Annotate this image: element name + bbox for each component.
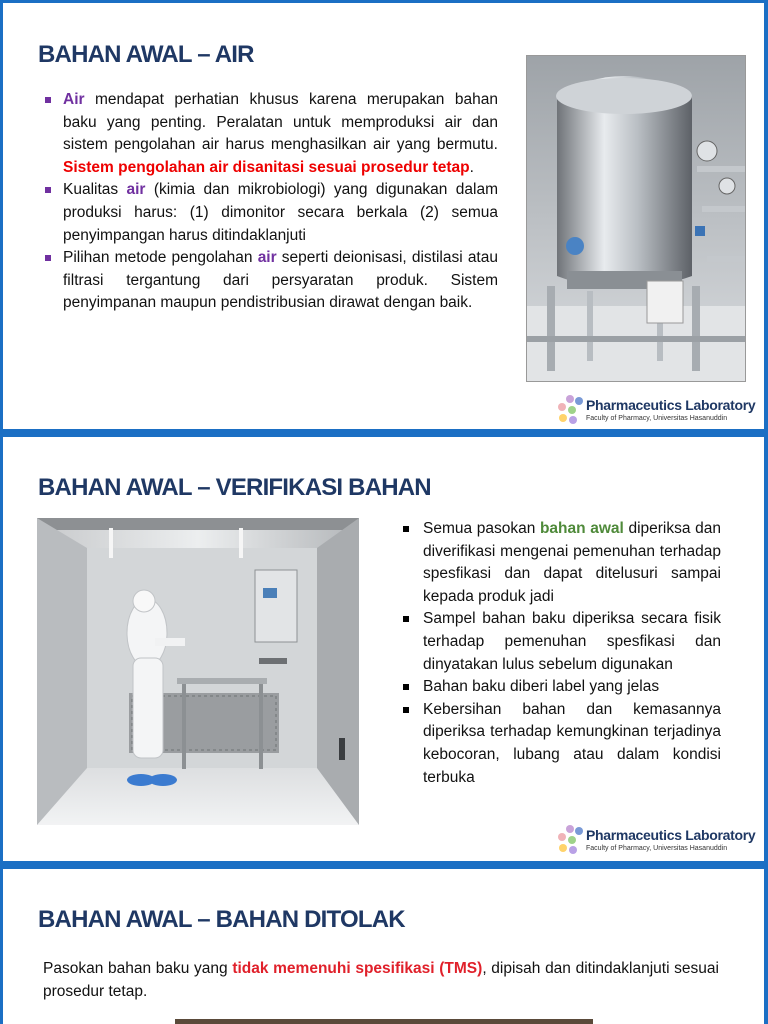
bullet-list (399, 518, 721, 789)
slide-air (3, 3, 764, 429)
logo-name: Pharmaceutics Laboratory (586, 397, 756, 413)
photo-edge (175, 1019, 593, 1024)
pharmaceutics-logo (558, 395, 758, 429)
slide-bahan-ditolak (3, 869, 764, 1024)
bullet-list (43, 89, 498, 315)
cleanroom-photo (37, 518, 359, 825)
list-item: Kebersihan bahan dan kemasannya diperiksa terhadap kemungkinan terjadinya kebocoran, lubang atau dalam kondisi terbuka (399, 699, 721, 789)
list-item: Bahan baku diberi label yang jelas (399, 676, 721, 699)
pharmaceutics-logo (558, 825, 758, 859)
list-item: Kualitas air (kimia dan mikrobiologi) yang digunakan dalam produksi harus: (1) dimonitor secara berkala (2) semua penyimpangan harus ditindaklanjuti (43, 179, 498, 247)
list-item: Pilihan metode pengolahan air seperti deionisasi, distilasi atau filtrasi tergantung dari persyaratan produk. Sistem penyimpanan maupun pendistribusian dirawat dengan baik. (43, 247, 498, 315)
logo-dots-icon (558, 825, 584, 855)
slide-title: BAHAN AWAL – AIR (38, 41, 254, 68)
slide-title: BAHAN AWAL – BAHAN DITOLAK (38, 906, 405, 933)
slide-title: BAHAN AWAL – VERIFIKASI BAHAN (38, 474, 431, 501)
logo-dots-icon (558, 395, 584, 425)
list-item: Semua pasokan bahan awal diperiksa dan diverifikasi mengenai pemenuhan terhadap spesfikasi dan dapat ditelusuri sampai kepada produk jadi (399, 518, 721, 608)
slide-verifikasi (3, 437, 764, 861)
paragraph: Pasokan bahan baku yang tidak memenuhi spesifikasi (TMS), dipisah dan ditindaklanjuti sesuai prosedur tetap. (43, 960, 719, 1000)
logo-name: Pharmaceutics Laboratory (586, 827, 756, 843)
water-tank-photo (526, 55, 746, 382)
logo-subtitle: Faculty of Pharmacy, Universitas Hasanuddin (586, 845, 728, 852)
logo-subtitle: Faculty of Pharmacy, Universitas Hasanuddin (586, 415, 728, 422)
list-item: Sampel bahan baku diperiksa secara fisik terhadap pemenuhan spesfikasi dan dinyatakan lulus sebelum digunakan (399, 608, 721, 676)
list-item: Air mendapat perhatian khusus karena merupakan bahan baku yang penting. Peralatan untuk memproduksi air dan sistem pengolahan air harus menghasilkan air yang bermutu. Sistem pengolahan air disanitasi sesuai prosedur tetap. (43, 89, 498, 179)
